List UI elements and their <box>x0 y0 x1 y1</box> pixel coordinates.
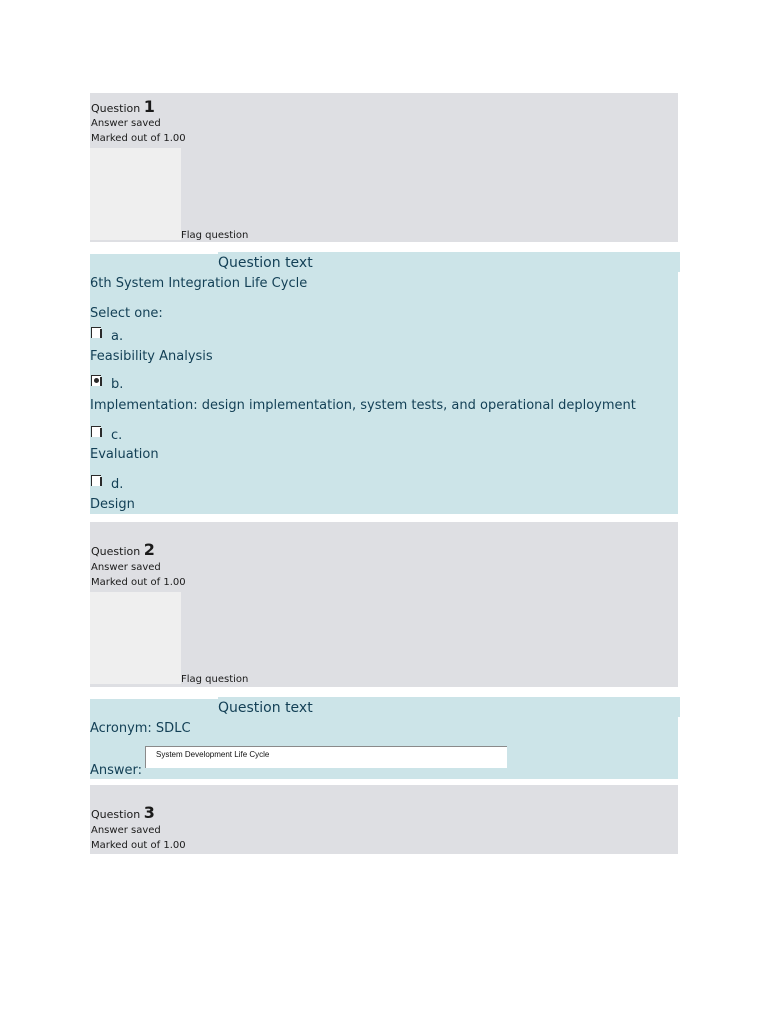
question-text: Acronym: SDLC <box>90 721 191 736</box>
option-a-text[interactable]: Feasibility Analysis <box>90 349 213 364</box>
option-a-radio[interactable] <box>91 327 101 338</box>
option-b-radio[interactable] <box>91 375 101 386</box>
flag-question-link[interactable]: Flag question <box>181 230 249 241</box>
flag-icon[interactable] <box>90 148 181 240</box>
question-prefix: Question <box>91 808 141 821</box>
question-text: 6th System Integration Life Cycle <box>90 276 308 291</box>
question-state: Answer saved <box>91 562 161 573</box>
answer-label: Answer: <box>90 763 143 778</box>
question-2-info <box>90 522 678 687</box>
question-3-info <box>90 785 678 854</box>
question-1-content <box>90 254 678 514</box>
option-b-text[interactable]: Implementation: design implementation, system tests, and operational deployment <box>90 398 636 413</box>
question-number <box>91 803 155 822</box>
option-a-letter[interactable]: a. <box>111 329 124 344</box>
question-number-value: 1 <box>143 97 155 116</box>
question-1-info <box>90 93 678 242</box>
question-text-label: Question text <box>218 255 313 271</box>
question-state: Answer saved <box>91 118 161 129</box>
option-d-radio[interactable] <box>91 475 101 486</box>
question-text-label: Question text <box>218 700 313 716</box>
question-prefix: Question <box>91 102 141 115</box>
answer-input[interactable]: System Development Life Cycle <box>145 746 507 768</box>
question-number-value: 3 <box>143 803 155 822</box>
question-number-value: 2 <box>143 540 155 559</box>
option-c-radio[interactable] <box>91 426 101 437</box>
option-d-letter[interactable]: d. <box>111 477 124 492</box>
question-grade: Marked out of 1.00 <box>91 577 186 588</box>
option-c-letter[interactable]: c. <box>111 428 123 443</box>
flag-question-link[interactable]: Flag question <box>181 674 249 685</box>
question-number <box>91 540 155 559</box>
select-one-prompt: Select one: <box>90 306 163 321</box>
option-c-text[interactable]: Evaluation <box>90 447 159 462</box>
question-2-content <box>90 699 678 779</box>
flag-icon[interactable] <box>90 592 181 684</box>
option-d-text[interactable]: Design <box>90 497 135 512</box>
question-number <box>91 97 155 116</box>
question-prefix: Question <box>91 545 141 558</box>
question-grade: Marked out of 1.00 <box>91 133 186 144</box>
question-state: Answer saved <box>91 825 161 836</box>
option-b-letter[interactable]: b. <box>111 377 124 392</box>
question-grade: Marked out of 1.00 <box>91 840 186 851</box>
